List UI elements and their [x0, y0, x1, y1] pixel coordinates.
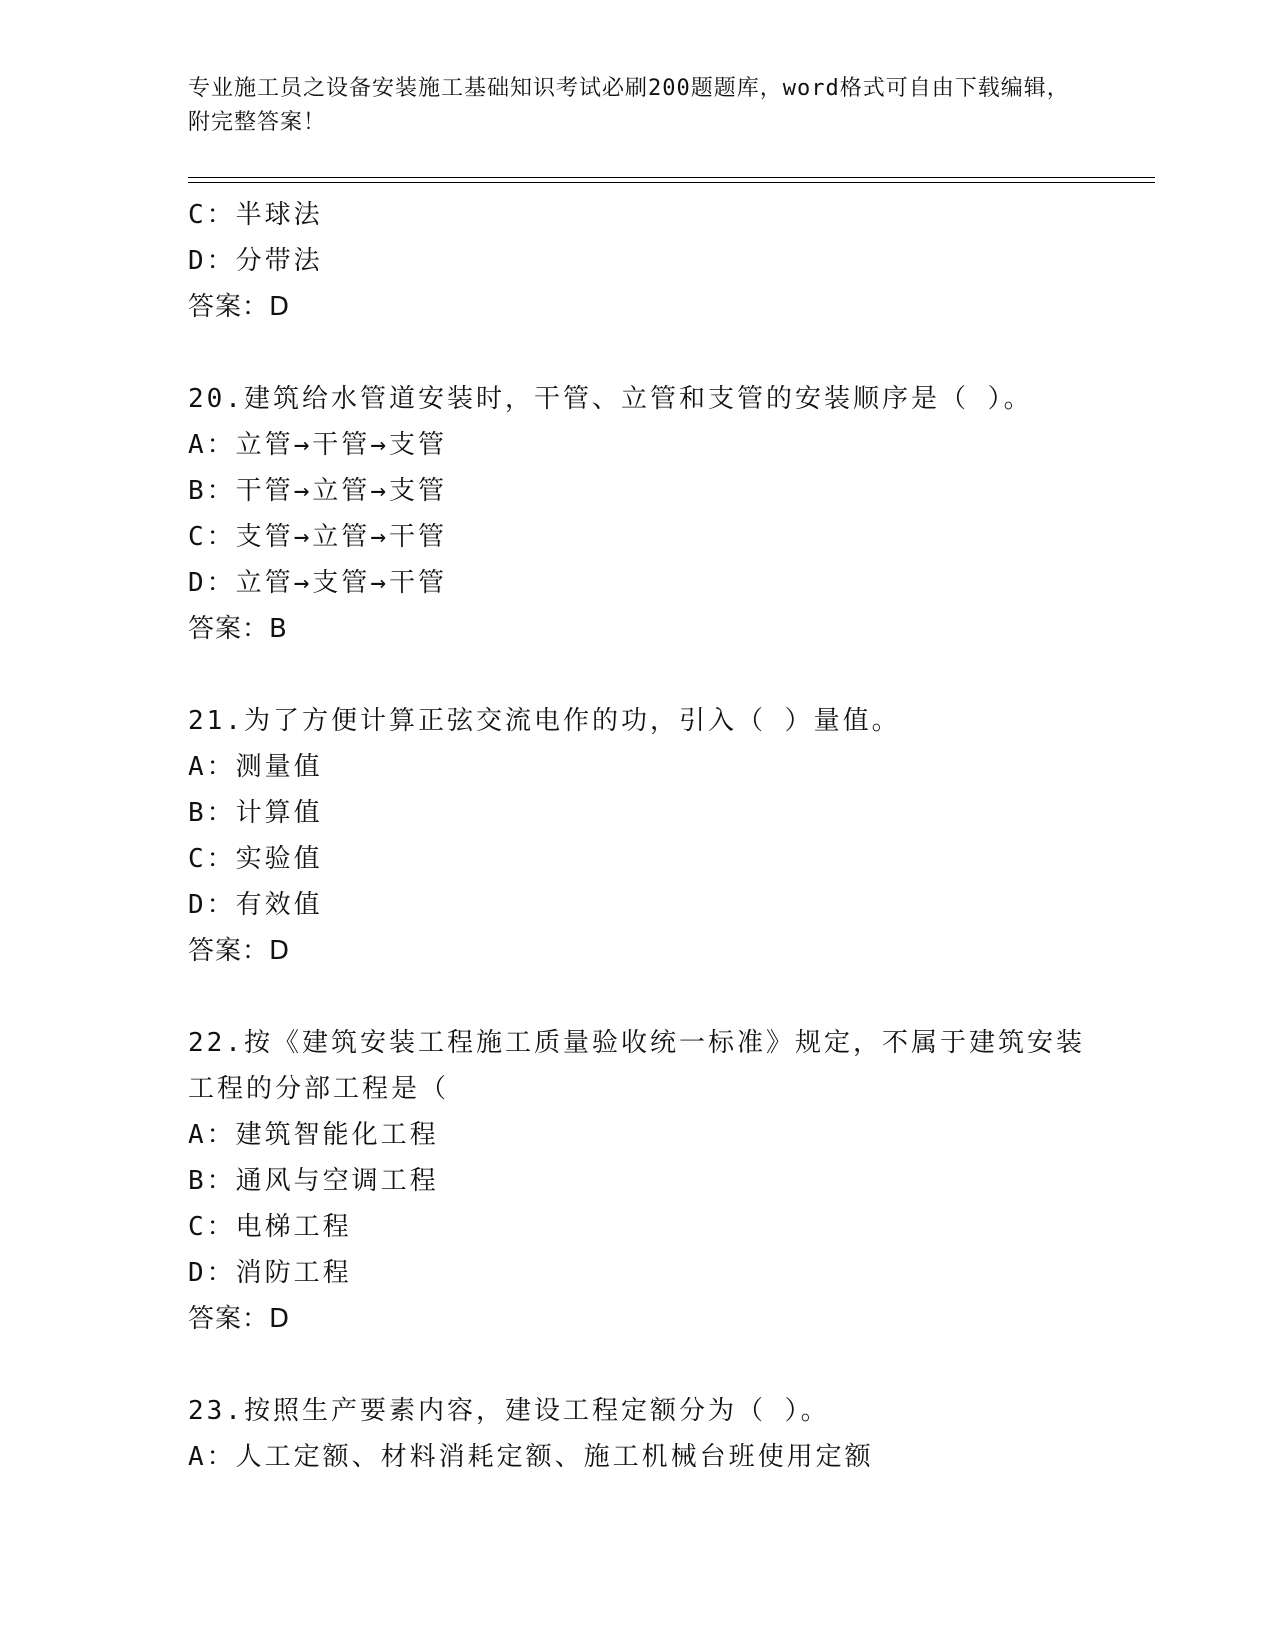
option-label: C： [188, 1212, 236, 1242]
answer-line: 答案：D [188, 292, 291, 322]
option-text: 有效值 [235, 890, 323, 920]
question-stem: 22.按《建筑安装工程施工质量验收统一标准》规定，不属于建筑安装工程的分部工程是（ [188, 1028, 1085, 1104]
option-text: 计算值 [235, 798, 323, 828]
option-label: B： [188, 476, 236, 506]
option-d [188, 560, 1148, 606]
option-label: C： [188, 200, 236, 230]
option-a [188, 1112, 1148, 1158]
option-c [188, 836, 1148, 882]
option-c [188, 192, 1148, 238]
question-stem: 21.为了方便计算正弦交流电作的功，引入（ ）量值。 [188, 706, 901, 736]
option-label: D： [188, 568, 236, 598]
question-continued [188, 192, 1148, 330]
option-label: B： [188, 798, 236, 828]
option-c [188, 1204, 1148, 1250]
option-label: D： [188, 246, 236, 276]
option-text: 立管→支管→干管 [235, 568, 447, 598]
option-d [188, 238, 1148, 284]
option-text: 半球法 [235, 200, 323, 230]
option-text: 分带法 [235, 246, 323, 276]
option-label: A： [188, 1120, 236, 1150]
header-divider-bottom [188, 182, 1155, 183]
option-label: C： [188, 522, 236, 552]
option-text: 干管→立管→支管 [235, 476, 447, 506]
option-text: 电梯工程 [235, 1212, 352, 1242]
question-stem: 23.按照生产要素内容，建设工程定额分为（ ）。 [188, 1396, 830, 1426]
option-label: D： [188, 1258, 236, 1288]
option-d [188, 882, 1148, 928]
answer-line: 答案：D [188, 936, 291, 966]
option-a [188, 422, 1148, 468]
option-text: 通风与空调工程 [235, 1166, 439, 1196]
answer-line: 答案：D [188, 1304, 291, 1334]
header-divider-top [188, 177, 1155, 178]
page-header-title: 专业施工员之设备安装施工基础知识考试必刷200题题库，word格式可自由下载编辑，附完整答案！ [188, 76, 1070, 135]
option-text: 消防工程 [235, 1258, 352, 1288]
option-d [188, 1250, 1148, 1296]
option-b [188, 1158, 1148, 1204]
option-label: A： [188, 430, 236, 460]
option-text: 人工定额、材料消耗定额、施工机械台班使用定额 [235, 1442, 874, 1472]
option-label: D： [188, 890, 236, 920]
option-label: A： [188, 752, 236, 782]
answer-line: 答案：B [188, 614, 288, 644]
option-label: B： [188, 1166, 236, 1196]
question-22 [188, 1020, 1148, 1342]
question-21 [188, 698, 1148, 974]
option-b [188, 468, 1148, 514]
question-list [188, 192, 1148, 1480]
question-20 [188, 376, 1148, 652]
option-text: 测量值 [235, 752, 323, 782]
option-label: C： [188, 844, 236, 874]
option-label: A： [188, 1442, 236, 1472]
option-text: 实验值 [235, 844, 323, 874]
option-text: 支管→立管→干管 [235, 522, 447, 552]
option-text: 立管→干管→支管 [235, 430, 447, 460]
option-a [188, 1434, 1148, 1480]
option-text: 建筑智能化工程 [235, 1120, 439, 1150]
question-23 [188, 1388, 1148, 1480]
question-stem: 20.建筑给水管道安装时，干管、立管和支管的安装顺序是（ ）。 [188, 384, 1033, 414]
option-b [188, 790, 1148, 836]
option-a [188, 744, 1148, 790]
option-c [188, 514, 1148, 560]
